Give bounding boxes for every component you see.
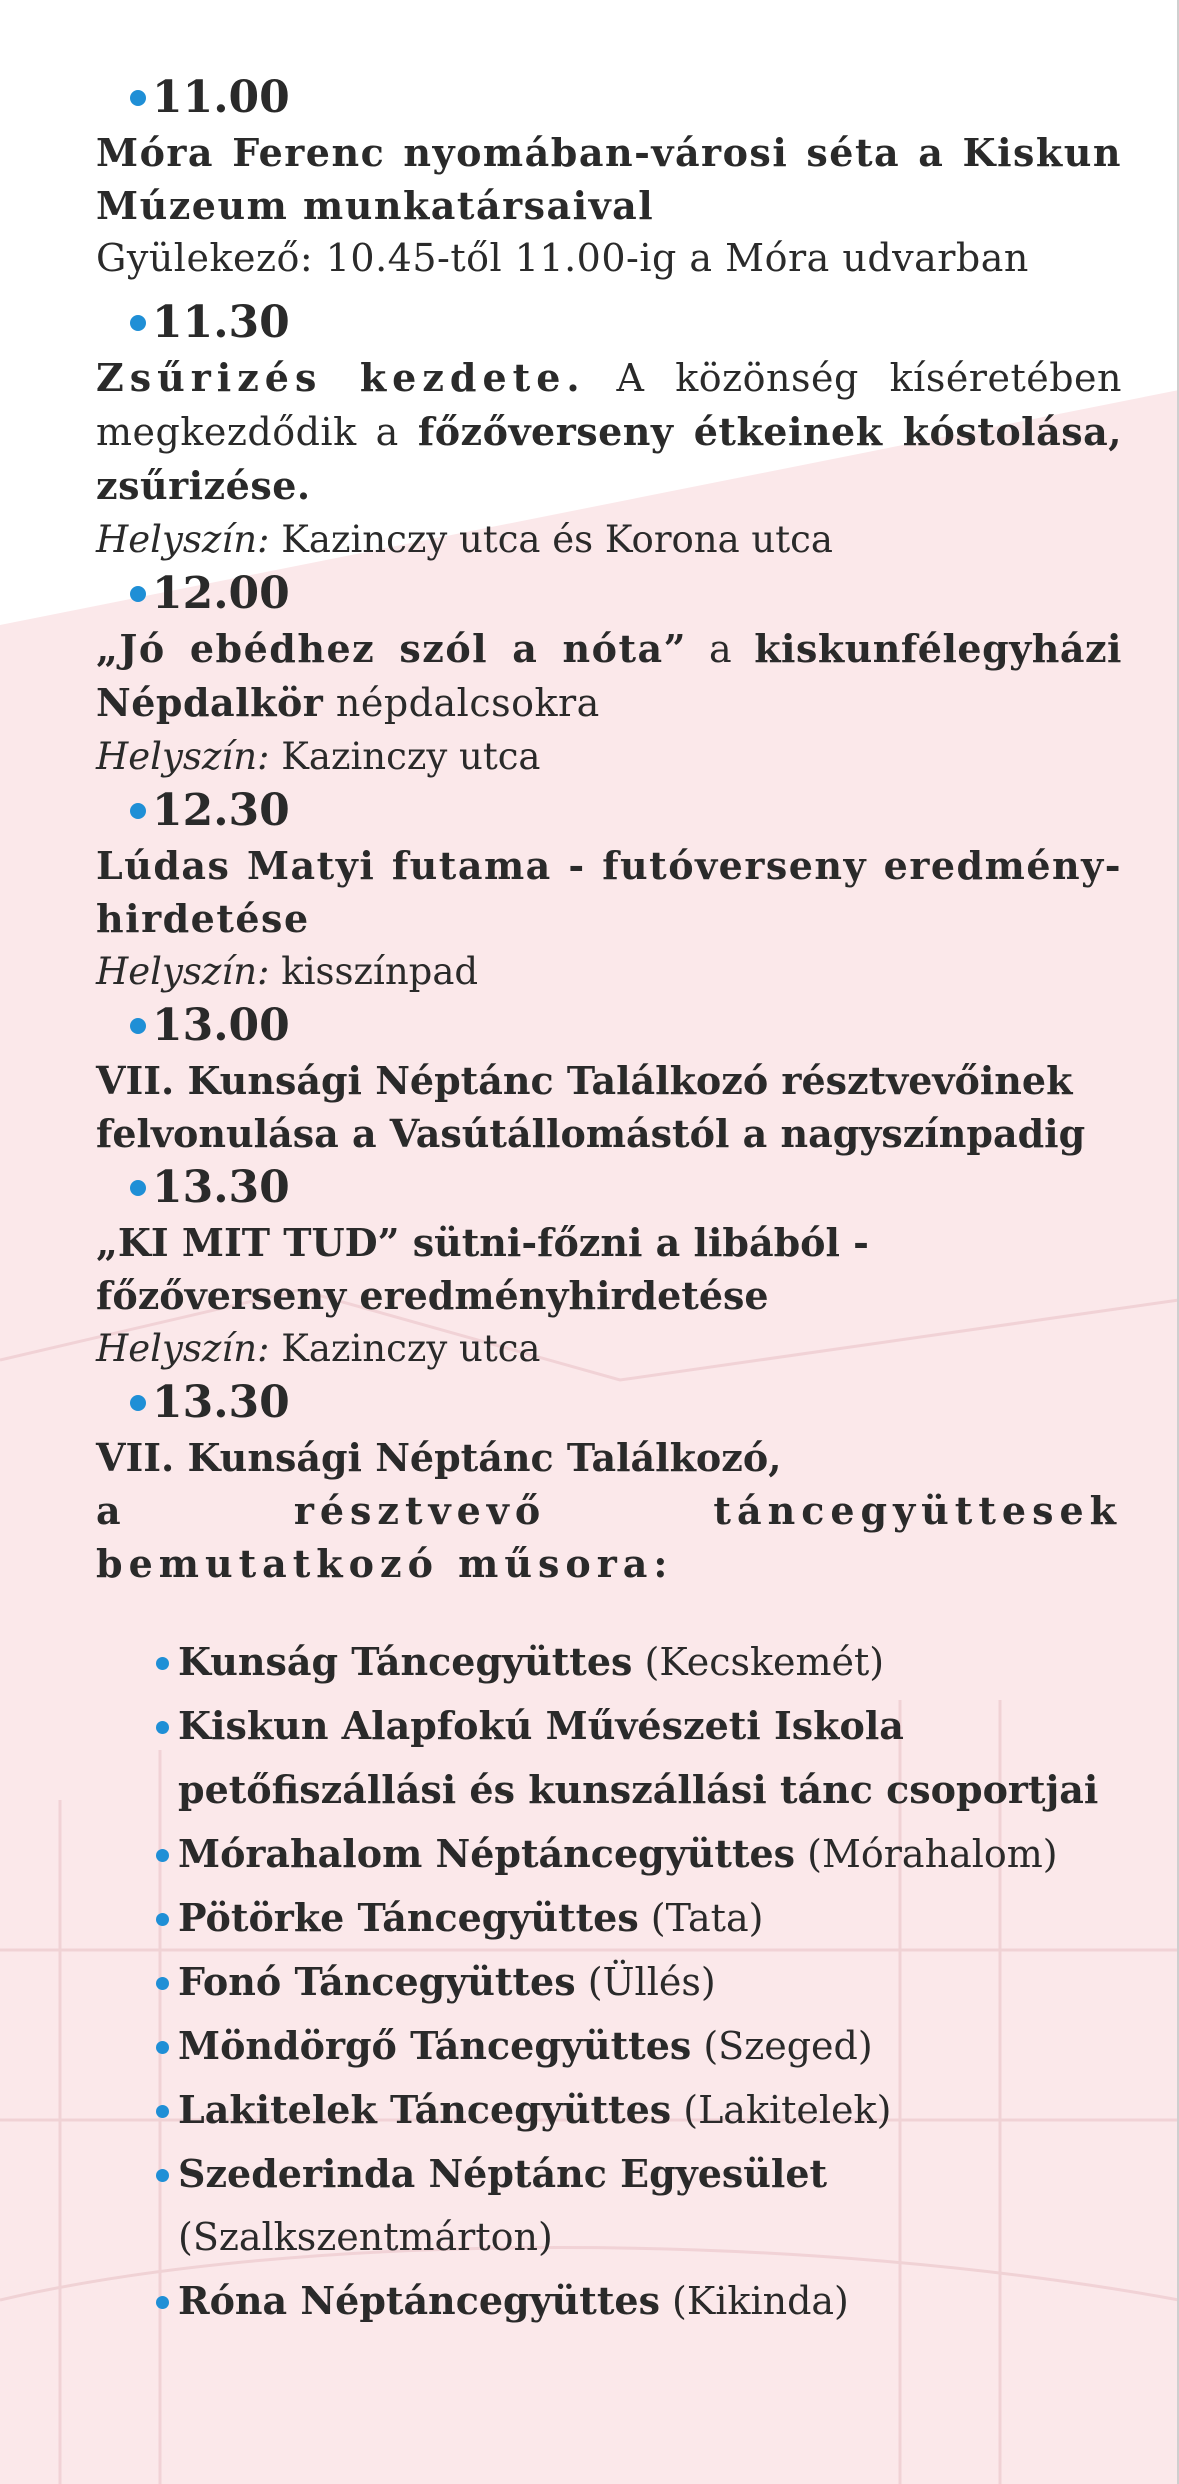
- bullet-icon: [130, 1180, 146, 1196]
- event-title: VII. Kunsági Néptánc Találkozó,: [96, 1435, 782, 1480]
- list-item: Lakitelek Táncegyüttes (Lakitelek): [156, 2078, 1122, 2142]
- event-time: 12.00: [96, 566, 1122, 622]
- event-description: Zsűrizés kezdete. A közönség kíséretében megkezdődik a főzőverseny étkeinek kóstolása, zsűrizése.: [96, 355, 1123, 508]
- bullet-icon: [156, 1977, 169, 1990]
- bullet-icon: [130, 1018, 146, 1034]
- dance-groups-list: [96, 1630, 1122, 2333]
- list-item: Kunság Táncegyüttes (Kecskemét): [156, 1630, 1122, 1694]
- bullet-icon: [130, 586, 146, 602]
- bullet-icon: [130, 90, 146, 106]
- event-title: VII. Kunsági Néptánc Találkozó résztvevőinek felvonulása a Vasútállomástól a nagyszínpadig: [96, 1058, 1086, 1156]
- list-item: Mórahalom Néptáncegyüttes (Mórahalom): [156, 1822, 1122, 1886]
- event-subtitle: a résztvevő táncegyüttesek bemutatkozó műsora:: [96, 1488, 1122, 1586]
- list-item: Fonó Táncegyüttes (Üllés): [156, 1950, 1122, 2014]
- event-time: 12.30: [96, 783, 1122, 839]
- list-item: Kiskun Alapfokú Művészeti Iskola petőfiszállási és kunszállási tánc csoportjai: [156, 1694, 1122, 1822]
- bullet-icon: [156, 2041, 169, 2054]
- event-title: Móra Ferenc nyomában-városi séta a Kiskun Múzeum munkatársaival: [96, 130, 1122, 228]
- event-location: Helyszín: kisszínpad: [96, 950, 479, 993]
- event-time: 11.00: [96, 70, 1122, 126]
- program-schedule: [96, 70, 1122, 2333]
- bullet-icon: [156, 2169, 169, 2182]
- list-item: Róna Néptáncegyüttes (Kikinda): [156, 2269, 1122, 2333]
- bullet-icon: [156, 1721, 169, 1734]
- list-item: Möndörgő Táncegyüttes (Szeged): [156, 2014, 1122, 2078]
- event-time: 13.00: [96, 998, 1122, 1054]
- event-title: „Jó ebédhez szól a nóta”: [96, 626, 688, 671]
- event-location: Helyszín: Kazinczy utca és Korona utca: [96, 518, 833, 561]
- event-time: 11.30: [96, 295, 1122, 351]
- bullet-icon: [156, 2105, 169, 2118]
- event-title: Lúdas Matyi futama - futóverseny eredmény-hirdetése: [96, 843, 1122, 941]
- event-time: 13.30: [96, 1160, 1122, 1216]
- list-item: Szederinda Néptánc Egyesület (Szalkszentmárton): [156, 2142, 1122, 2269]
- bullet-icon: [130, 803, 146, 819]
- bullet-icon: [156, 1849, 169, 1862]
- event-description: Gyülekező: 10.45-től 11.00-ig a Móra udvarban: [96, 236, 1029, 280]
- event-location: Helyszín: Kazinczy utca: [96, 1327, 541, 1370]
- bullet-icon: [156, 1657, 169, 1670]
- event-title: Zsűrizés kezdete.: [96, 355, 586, 400]
- event-location: Helyszín: Kazinczy utca: [96, 735, 541, 778]
- bullet-icon: [156, 2296, 169, 2309]
- bullet-icon: [130, 315, 146, 331]
- bullet-icon: [130, 1395, 146, 1411]
- list-item: Pötörke Táncegyüttes (Tata): [156, 1886, 1122, 1950]
- event-title: „KI MIT TUD” sütni-főzni a libából - főzőverseny eredményhirdetése: [96, 1220, 869, 1318]
- bullet-icon: [156, 1913, 169, 1926]
- event-time: 13.30: [96, 1375, 1122, 1431]
- event-description: „Jó ebédhez szól a nóta” a kiskunfélegyházi Népdalkör népdalcsokra: [96, 626, 1122, 725]
